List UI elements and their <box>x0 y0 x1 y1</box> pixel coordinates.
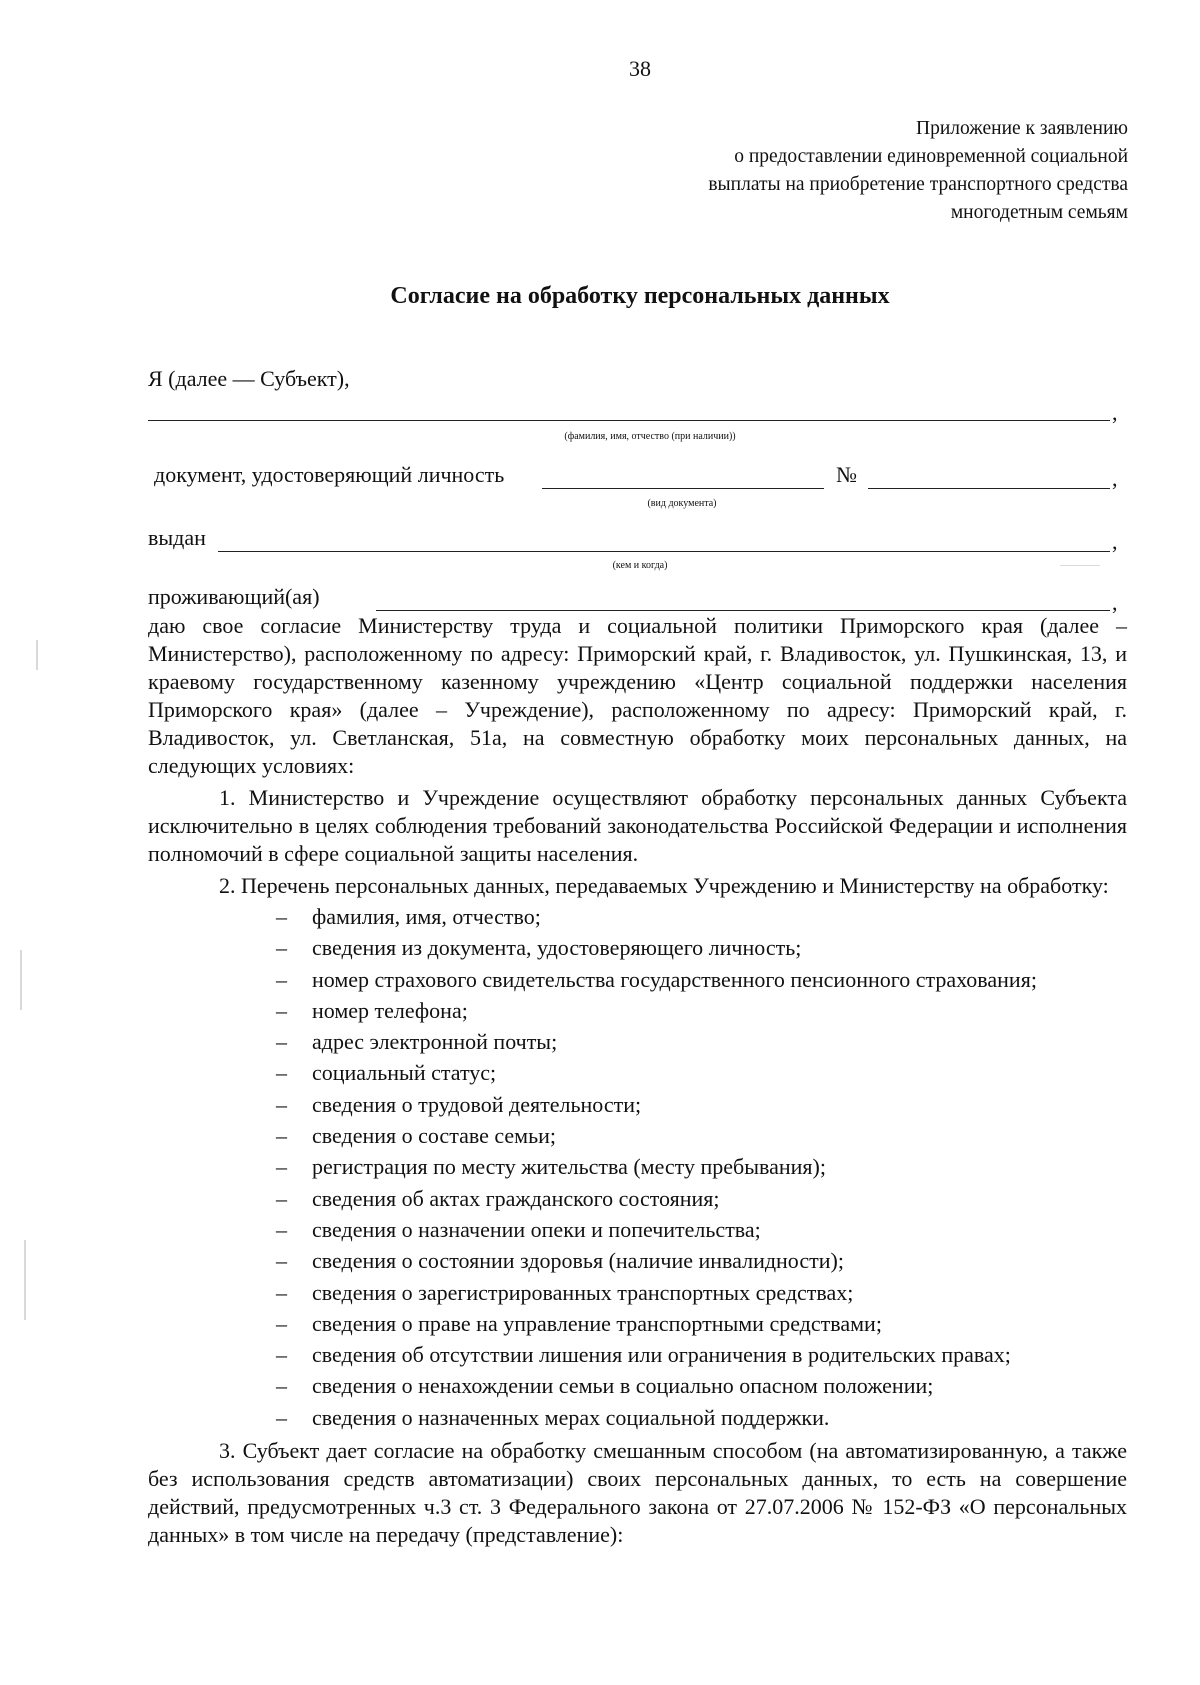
list-item <box>148 995 1127 1026</box>
clause-1: 1. Министерство и Учреждение осуществляют обработку персональных данных Субъекта исключительно в целях соблюдения требований законодательства Российской Федерации и исполнения полномочий в сфере социальной защиты населения. <box>148 785 1127 866</box>
list-item <box>148 1402 1127 1433</box>
list-item <box>148 901 1127 932</box>
list-item-text: сведения о трудовой деятельности; <box>312 1091 642 1117</box>
document-number-fill-line[interactable] <box>868 488 1110 489</box>
scan-speck <box>1060 565 1100 566</box>
list-dash: – <box>276 1342 287 1368</box>
list-item <box>148 1183 1127 1214</box>
list-item-text: сведения о ненахождении семьи в социально опасном положении; <box>312 1373 934 1399</box>
document-caption: (вид документа) <box>647 498 717 509</box>
list-item <box>148 1120 1127 1151</box>
personal-data-list <box>148 901 1127 1433</box>
list-item <box>148 1057 1127 1088</box>
fio-trailing-comma: , <box>1112 400 1118 425</box>
appendix-line: многодетным семьям <box>950 202 1128 223</box>
list-item-text: фамилия, имя, отчество; <box>312 904 541 929</box>
list-item <box>148 1339 1127 1370</box>
appendix-line: о предоставлении единовременной социальной <box>734 146 1128 167</box>
document-label: документ, удостоверяющий личность <box>154 462 505 487</box>
list-item-text: сведения о назначении опеки и попечительства; <box>312 1216 761 1242</box>
list-dash: – <box>276 1060 287 1086</box>
list-dash: – <box>276 1279 287 1305</box>
page-number: 38 <box>629 56 651 81</box>
list-dash: – <box>276 935 287 961</box>
list-item <box>148 1277 1127 1308</box>
list-dash: – <box>276 966 287 992</box>
issued-trailing-comma: , <box>1112 529 1118 554</box>
fio-caption: (фамилия, имя, отчество (при наличии)) <box>564 431 736 442</box>
scan-speck <box>24 1240 26 1320</box>
list-dash: – <box>276 997 287 1023</box>
document-type-fill-line[interactable] <box>542 488 824 489</box>
consent-body <box>148 612 1127 1549</box>
list-dash: – <box>276 1310 287 1336</box>
appendix-note <box>708 115 1128 227</box>
list-dash: – <box>276 1216 287 1242</box>
list-item <box>148 932 1127 963</box>
list-item <box>148 1245 1127 1276</box>
list-item-text: сведения об актах гражданского состояния; <box>312 1185 720 1211</box>
list-dash: – <box>276 1373 287 1399</box>
list-dash: – <box>276 1154 287 1180</box>
list-item-text: сведения о состоянии здоровья (наличие инвалидности); <box>312 1248 844 1274</box>
appendix-line: Приложение к заявлению <box>916 118 1128 139</box>
residing-label: проживающий(ая) <box>148 584 320 609</box>
clause-2: 2. Перечень персональных данных, передаваемых Учреждению и Министерству на обработку: <box>219 873 1109 898</box>
list-dash: – <box>276 1248 287 1274</box>
scan-speck <box>36 640 38 670</box>
list-dash: – <box>276 1123 287 1149</box>
list-item-text: сведения из документа, удостоверяющего личность; <box>312 935 802 961</box>
issued-fill-line[interactable] <box>218 551 1110 552</box>
list-item <box>148 1370 1127 1401</box>
list-dash: – <box>276 1404 287 1430</box>
document-title: Согласие на обработку персональных данных <box>390 283 890 309</box>
list-dash: – <box>276 904 287 929</box>
residing-trailing-comma: , <box>1112 590 1118 615</box>
list-item <box>148 1151 1127 1182</box>
list-item-text: сведения о праве на управление транспортными средствами; <box>312 1310 882 1336</box>
list-dash: – <box>276 1091 287 1117</box>
list-item-text: адрес электронной почты; <box>312 1029 558 1055</box>
clause-3: 3. Субъект дает согласие на обработку смешанным способом (на автоматизированную, а также без использования средств автоматизации) своих персональных данных, то есть на совершение действий, предусмотренных ч.3 ст. 3 Федерального закона от 27.07.2006 № 152-ФЗ «О персональных данных» в том числе на передачу (представление): <box>148 1438 1127 1548</box>
appendix-line: выплаты на приобретение транспортного средства <box>708 174 1128 195</box>
list-item <box>148 1214 1127 1245</box>
list-item-text: регистрация по месту жительства (месту пребывания); <box>312 1154 826 1180</box>
list-dash: – <box>276 1185 287 1211</box>
scan-speck <box>20 950 22 1010</box>
list-item-text: номер телефона; <box>312 997 468 1023</box>
number-sign: № <box>836 462 857 487</box>
list-item <box>148 1026 1127 1057</box>
list-item <box>148 964 1127 995</box>
list-item <box>148 1308 1127 1339</box>
list-item <box>148 1089 1127 1120</box>
issued-caption: (кем и когда) <box>612 560 668 571</box>
list-item-text: номер страхового свидетельства государственного пенсионного страхования; <box>312 966 1037 992</box>
list-dash: – <box>276 1029 287 1055</box>
issued-label: выдан <box>148 525 206 550</box>
list-item-text: сведения о составе семьи; <box>312 1123 557 1149</box>
subject-label: Я (далее — Субъект), <box>148 366 350 391</box>
list-item-text: социальный статус; <box>312 1060 497 1086</box>
residing-fill-line[interactable] <box>376 610 1110 611</box>
document-trailing-comma: , <box>1112 466 1118 491</box>
fio-fill-line[interactable] <box>148 420 1110 421</box>
list-item-text: сведения о назначенных мерах социальной поддержки. <box>312 1404 830 1430</box>
list-item-text: сведения об отсутствии лишения или ограничения в родительских правах; <box>312 1342 1011 1368</box>
list-item-text: сведения о зарегистрированных транспортных средствах; <box>312 1279 854 1305</box>
consent-paragraph: даю свое согласие Министерству труда и социальной политики Приморского края (далее – Министерство), расположенному по адресу: Приморский край, г. Владивосток, ул. Пушкинская, 13, и краевому государственному казенному учреждению «Центр социальной поддержки населения Приморского края» (далее – Учреждение), расположенному по адресу: Приморский край, г. Владивосток, ул. Светланская, 51а, на совместную обработку моих персональных данных, на следующих условиях: <box>148 613 1127 778</box>
